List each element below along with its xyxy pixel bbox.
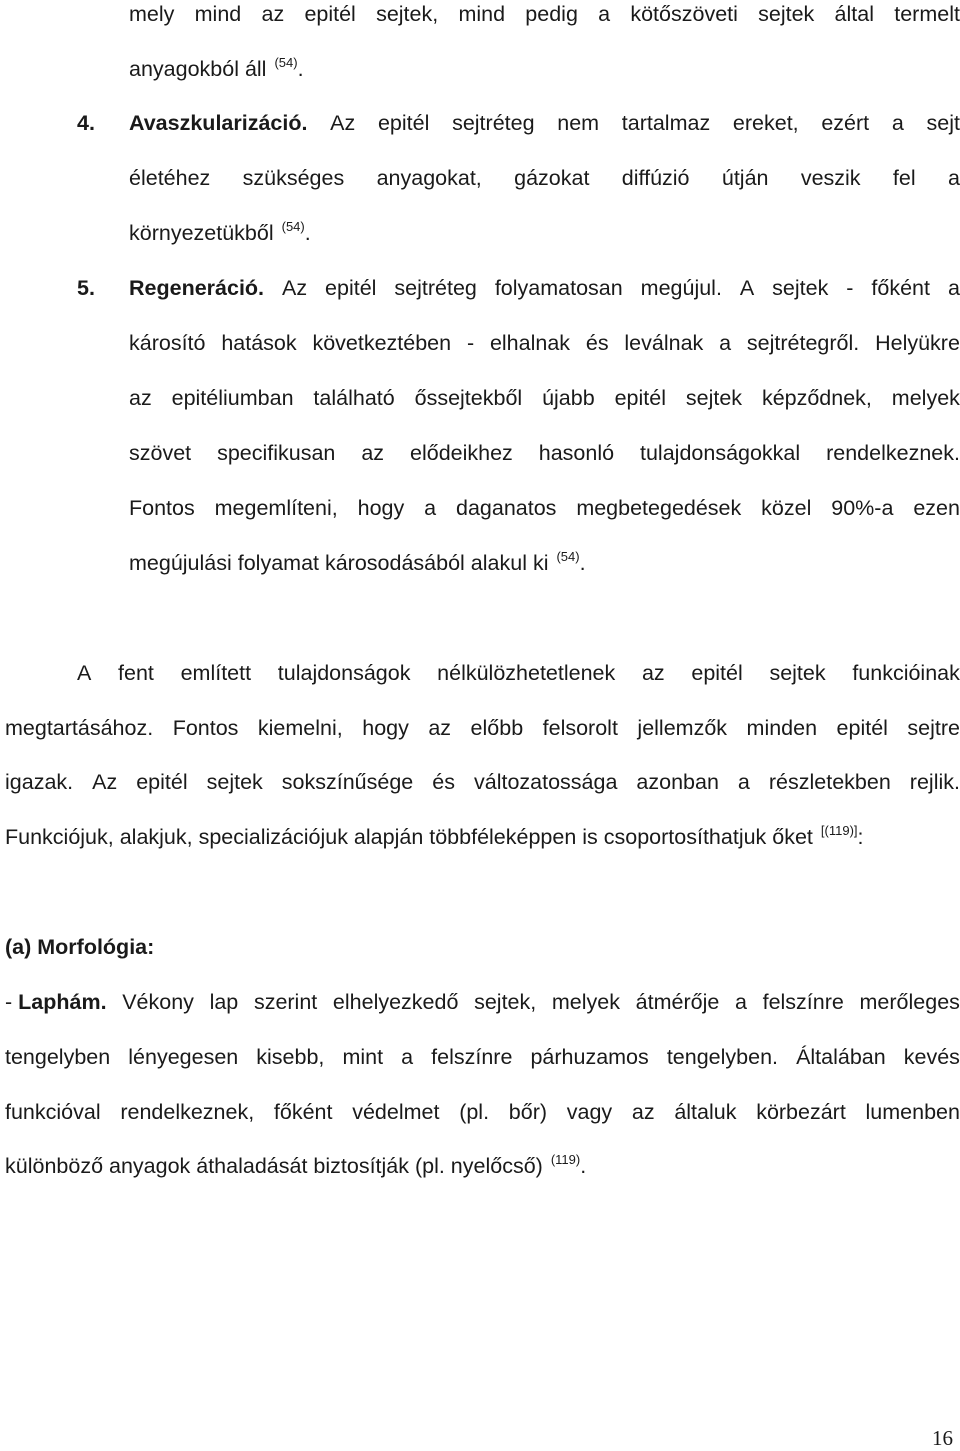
- word: 90%-a: [831, 496, 894, 520]
- paragraph-line-4: [5, 823, 864, 851]
- word: főként: [871, 276, 930, 300]
- word: őssejtekből: [414, 386, 523, 410]
- paragraph-line-2: [5, 714, 960, 742]
- word: megemlíteni,: [214, 496, 338, 520]
- word: megtartásához.: [5, 716, 154, 740]
- word: az: [631, 1100, 655, 1124]
- morphology-heading: [5, 933, 154, 961]
- word: hogy: [362, 716, 409, 740]
- word: specifikusan: [217, 441, 336, 465]
- word: lumenben: [865, 1100, 960, 1124]
- word: által: [834, 2, 874, 26]
- word: minden: [746, 716, 818, 740]
- word: epitél: [325, 276, 377, 300]
- word: melyek: [891, 386, 960, 410]
- item5-title: Regeneráció.: [129, 276, 265, 300]
- item3-cont-line-1: [129, 0, 960, 28]
- word: Az: [330, 111, 356, 135]
- word: epitél: [836, 716, 888, 740]
- word: a: [737, 770, 750, 794]
- word: Fontos: [172, 716, 239, 740]
- word: rendelkeznek,: [120, 1100, 255, 1124]
- word: és: [585, 331, 609, 355]
- word: vagy: [566, 1100, 613, 1124]
- word: elődeikhez: [410, 441, 513, 465]
- word: szerint: [253, 990, 318, 1014]
- word: leválnak: [624, 331, 704, 355]
- word: Helyükre: [875, 331, 960, 355]
- word: kiemelni,: [257, 716, 343, 740]
- citation-ref: (54): [281, 219, 305, 234]
- word: tulajdonságok: [277, 661, 411, 685]
- word: párhuzamos: [530, 1045, 649, 1069]
- word: kötőszöveti: [630, 2, 738, 26]
- word: sejtek: [758, 2, 815, 26]
- word: mint: [342, 1045, 384, 1069]
- word: szövet: [129, 441, 192, 465]
- word: sejtrétegről.: [746, 331, 860, 355]
- word: epitél: [691, 661, 743, 685]
- word: kisebb,: [256, 1045, 325, 1069]
- page-number: 16: [932, 1426, 953, 1450]
- item5-line-5: [129, 494, 960, 522]
- item5-line-3: [129, 384, 960, 412]
- word: hatások: [221, 331, 297, 355]
- item5-line-6: [129, 549, 586, 577]
- word: közel: [761, 496, 812, 520]
- word: a: [947, 276, 960, 300]
- word: az: [261, 2, 285, 26]
- word: a: [401, 1045, 414, 1069]
- word: sejtek: [772, 276, 829, 300]
- word: elhelyezkedő: [332, 990, 459, 1014]
- word: gázokat: [514, 166, 590, 190]
- word: epitéliumban: [171, 386, 294, 410]
- word: átmérője: [635, 990, 720, 1014]
- word: (pl.: [459, 1100, 490, 1124]
- item4-number: 4.: [77, 111, 95, 135]
- term-text: Laphám.: [18, 990, 107, 1014]
- word: sejtek: [769, 661, 826, 685]
- word: anyagokat,: [376, 166, 482, 190]
- word: tartalmaz: [621, 111, 711, 135]
- word: epitél: [377, 111, 430, 135]
- word: megbetegedések: [576, 496, 742, 520]
- item4-line-3: [129, 219, 311, 247]
- word: A: [77, 661, 92, 685]
- word: kevés: [903, 1045, 960, 1069]
- word: daganatos: [455, 496, 557, 520]
- word: bőr): [508, 1100, 548, 1124]
- word: felszínre: [762, 990, 844, 1014]
- word: sejtek,: [474, 990, 537, 1014]
- word: epitél: [136, 770, 188, 794]
- word: nélkülözhetetlenek: [437, 661, 616, 685]
- word: tulajdonságokkal: [640, 441, 801, 465]
- word: azonban: [636, 770, 719, 794]
- word: életéhez: [129, 166, 211, 190]
- word: mind: [194, 2, 242, 26]
- citation-ref: [(119)]: [820, 823, 858, 838]
- word: fent: [118, 661, 154, 685]
- word: a: [719, 331, 732, 355]
- word: a: [734, 990, 747, 1014]
- word: ereket,: [732, 111, 799, 135]
- word: hasonló: [538, 441, 615, 465]
- word: pedig: [525, 2, 578, 26]
- word: ezen: [913, 496, 960, 520]
- word: nem: [557, 111, 600, 135]
- word: epitél: [614, 386, 666, 410]
- word: igazak.: [5, 770, 74, 794]
- item5-number: 5.: [77, 276, 95, 300]
- word: Fontos: [129, 496, 195, 520]
- word: sokszínűsége: [281, 770, 414, 794]
- word: veszik: [800, 166, 861, 190]
- word: fel: [892, 166, 916, 190]
- word: képződnek,: [761, 386, 872, 410]
- word: sejtek,: [376, 2, 439, 26]
- word: előbb: [470, 716, 524, 740]
- word: sejtréteg: [452, 111, 535, 135]
- item5-line-2: [129, 329, 960, 357]
- word: folyamatosan: [494, 276, 623, 300]
- word: az: [641, 661, 665, 685]
- word: változatossága: [473, 770, 618, 794]
- word: főként: [273, 1100, 333, 1124]
- citation-ref: (54): [556, 549, 580, 564]
- item4-line-1: [129, 109, 960, 137]
- word: az: [428, 716, 452, 740]
- item3-cont-line-2: [129, 55, 304, 83]
- word: rejlik.: [909, 770, 960, 794]
- word: sejtre: [907, 716, 960, 740]
- punctuation: .: [304, 221, 311, 245]
- text-run: környezetükből: [129, 221, 274, 245]
- word: lap: [209, 990, 239, 1014]
- word: epitél: [304, 2, 356, 26]
- punctuation: :: [857, 825, 864, 849]
- paragraph-line-3: [5, 768, 960, 796]
- word: felszínre: [431, 1045, 513, 1069]
- punctuation: .: [580, 1154, 587, 1178]
- text-run: megújulási folyamat károsodásából alakul ki: [129, 551, 549, 575]
- word: sejtek: [206, 770, 263, 794]
- morphology-line-4: [5, 1152, 586, 1180]
- heading-text: (a) Morfológia:: [5, 935, 155, 959]
- word: rendelkeznek.: [826, 441, 960, 465]
- laphám-term: [5, 988, 107, 1016]
- word: a: [947, 166, 960, 190]
- word: útján: [721, 166, 769, 190]
- morphology-line-3: [5, 1098, 960, 1126]
- word: említett: [180, 661, 252, 685]
- word: védelmet: [352, 1100, 440, 1124]
- text-run: különböző anyagok áthaladását biztosítják (pl. nyelőcső): [5, 1154, 543, 1178]
- word: károsító: [129, 331, 206, 355]
- morphology-line-1: [5, 988, 960, 1016]
- word: sejtréteg: [394, 276, 477, 300]
- word: tengelyben: [5, 1045, 111, 1069]
- dash: -: [5, 990, 19, 1014]
- word: ezért: [821, 111, 870, 135]
- word: felsorolt: [542, 716, 618, 740]
- item5-line-4: [129, 439, 960, 467]
- word: Az: [281, 276, 308, 300]
- punctuation: .: [579, 551, 586, 575]
- word: a: [891, 111, 904, 135]
- word: az: [129, 386, 152, 410]
- text-run: anyagokból áll: [129, 57, 267, 81]
- word: funkcióinak: [852, 661, 960, 685]
- text-run: Funkciójuk, alakjuk, specializációjuk alapján többféleképpen is csoportosíthatjuk őket: [5, 825, 813, 849]
- word: megújul.: [640, 276, 722, 300]
- citation-ref: (54): [274, 55, 298, 70]
- paragraph-line-1: [77, 659, 960, 687]
- word: elhalnak: [489, 331, 571, 355]
- word: -: [846, 276, 854, 300]
- item4-line-2: [129, 164, 960, 192]
- word: -: [466, 331, 475, 355]
- word: hogy: [357, 496, 405, 520]
- word: A: [739, 276, 755, 300]
- word: szükséges: [242, 166, 345, 190]
- word: diffúzió: [621, 166, 690, 190]
- word: részletekben: [768, 770, 891, 794]
- item4-title: Avaszkularizáció.: [129, 111, 308, 135]
- word: az: [361, 441, 385, 465]
- word: funkcióval: [5, 1100, 101, 1124]
- word: tengelyben.: [666, 1045, 779, 1069]
- word: melyek: [551, 990, 620, 1014]
- word: található: [313, 386, 395, 410]
- word: Az: [92, 770, 118, 794]
- word: következtében: [312, 331, 452, 355]
- item5-line-1: [129, 274, 960, 302]
- word: a: [598, 2, 611, 26]
- word: általuk: [674, 1100, 737, 1124]
- citation-ref: (119): [550, 1152, 581, 1167]
- word: lényegesen: [128, 1045, 239, 1069]
- word: újabb: [542, 386, 595, 410]
- morphology-line-2: [5, 1043, 960, 1071]
- word: jellemzők: [637, 716, 728, 740]
- word: mely: [129, 2, 175, 26]
- word: sejtek: [685, 386, 743, 410]
- punctuation: .: [297, 57, 304, 81]
- word: Általában: [796, 1045, 886, 1069]
- word: termelt: [894, 2, 960, 26]
- word: mind: [458, 2, 506, 26]
- word: sejt: [926, 111, 960, 135]
- word: merőleges: [859, 990, 960, 1014]
- word: körbezárt: [756, 1100, 846, 1124]
- word: és: [432, 770, 455, 794]
- word: Vékony: [122, 990, 194, 1014]
- word: a: [424, 496, 437, 520]
